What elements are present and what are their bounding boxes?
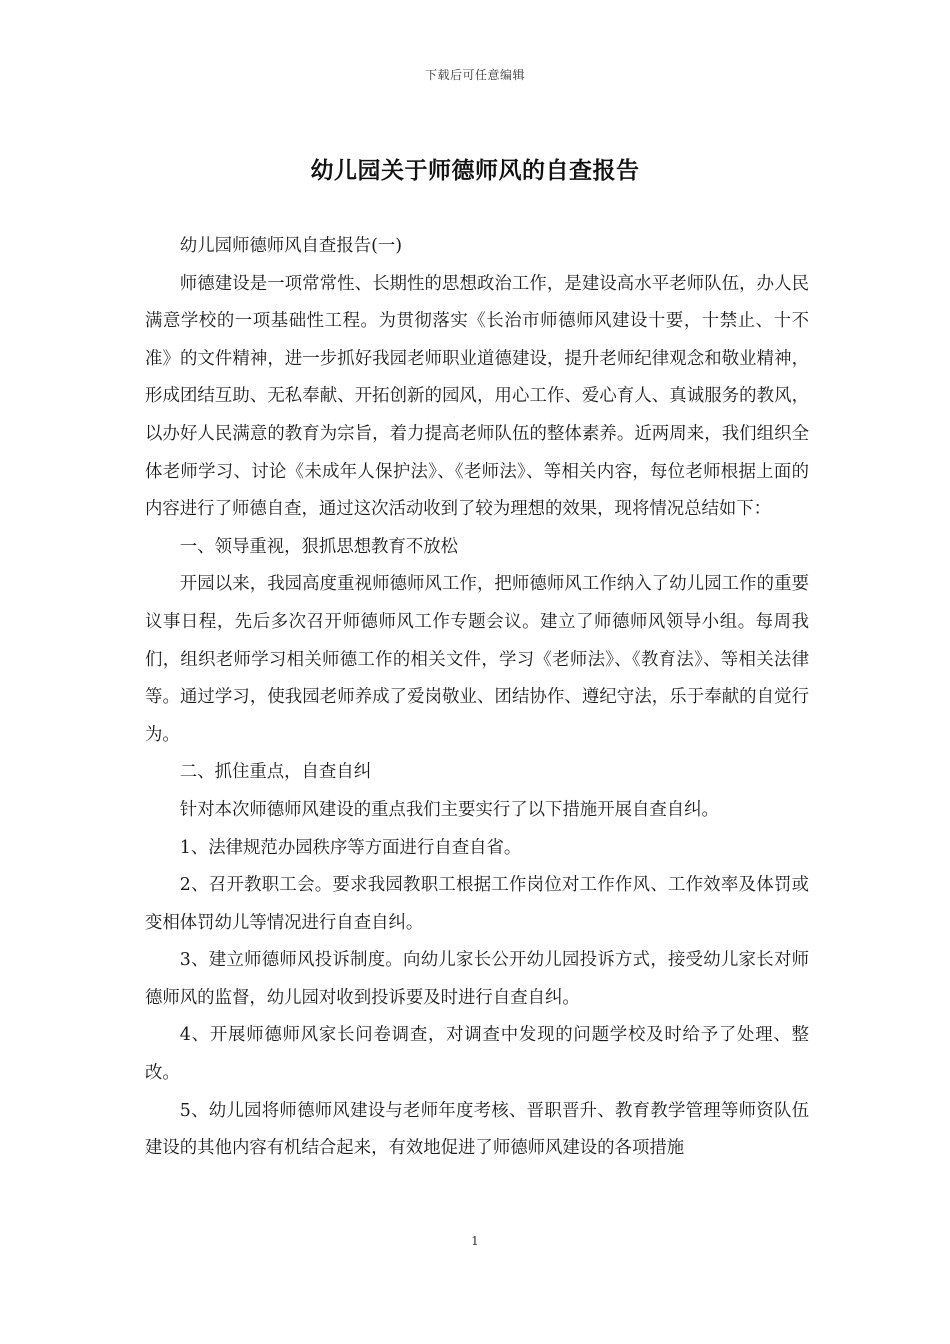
paragraph-subtitle: 幼儿园师德师风自查报告(一) — [179, 236, 403, 256]
document-title: 幼儿园关于师德师风的自查报告 — [310, 158, 640, 184]
page-number: 1 — [471, 1234, 479, 1248]
section-heading-2: 二、抓住重点，自查自纠 — [179, 762, 372, 783]
list-item-1: 1、法律规范办园秩序等方面进行自查自省。 — [179, 837, 522, 858]
paragraph-section-1: 开园以来，我园高度重视师德师风工作，把师德师风工作纳入了幼儿园工作的重要议事日程，先后多次召开师德师风工作专题会议。建立了师德师风领导小组。每周我们，组织老师学习相关师德工作的相关文件，学习《老师法》、《教育法》、等相关法律等。通过学习，使我园老师养成了爱岗敬业、团结协作、遵纪守法，乐于奉献的自觉行为。 — [145, 574, 809, 745]
list-item-2: 2、召开教职工会。要求我园教职工根据工作岗位对工作作风、工作效率及体罚或变相体罚幼儿等情况进行自查自纠。 — [145, 875, 809, 933]
paragraph-measures-intro: 针对本次师德师风建设的重点我们主要实行了以下措施开展自查自纠。 — [179, 799, 719, 820]
list-item-5: 5、幼儿园将师德师风建设与老师年度考核、晋职晋升、教育教学管理等师资队伍建设的其他内容有机结合起来，有效地促进了师德师风建设的各项措施 — [145, 1100, 809, 1159]
paragraph-intro: 师德建设是一项常常性、长期性的思想政治工作，是建设高水平老师队伍，办人民满意学校的一项基础性工程。为贯彻落实《长治市师德师风建设十要，十禁止、十不准》的文件精神，进一步抓好我园老师职业道德建设，提升老师纪律观念和敬业精神，形成团结互助、无私奉献、开拓创新的园风，用心工作、爱心育人、真诚服务的教风，以办好人民满意的教育为宗旨，着力提高老师队伍的整体素养。近两周来，我们组织全体老师学习、讨论《未成年人保护法》、《老师法》、等相关内容，每位老师根据上面的内容进行了师德自查，通过这次活动收到了较为理想的效果，现将情况总结如下： — [145, 273, 809, 520]
document-body — [145, 228, 809, 1168]
section-heading-1: 一、领导重视，狠抓思想教育不放松 — [179, 536, 459, 557]
header-note: 下载后可任意编辑 — [424, 68, 525, 82]
list-item-3: 3、建立师德师风投诉制度。向幼儿家长公开幼儿园投诉方式，接受幼儿家长对师德师风的监督，幼儿园对收到投诉要及时进行自查自纠。 — [145, 950, 809, 1008]
list-item-4: 4、开展师德师风家长问卷调查，对调查中发现的问题学校及时给予了处理、整改。 — [145, 1025, 809, 1084]
